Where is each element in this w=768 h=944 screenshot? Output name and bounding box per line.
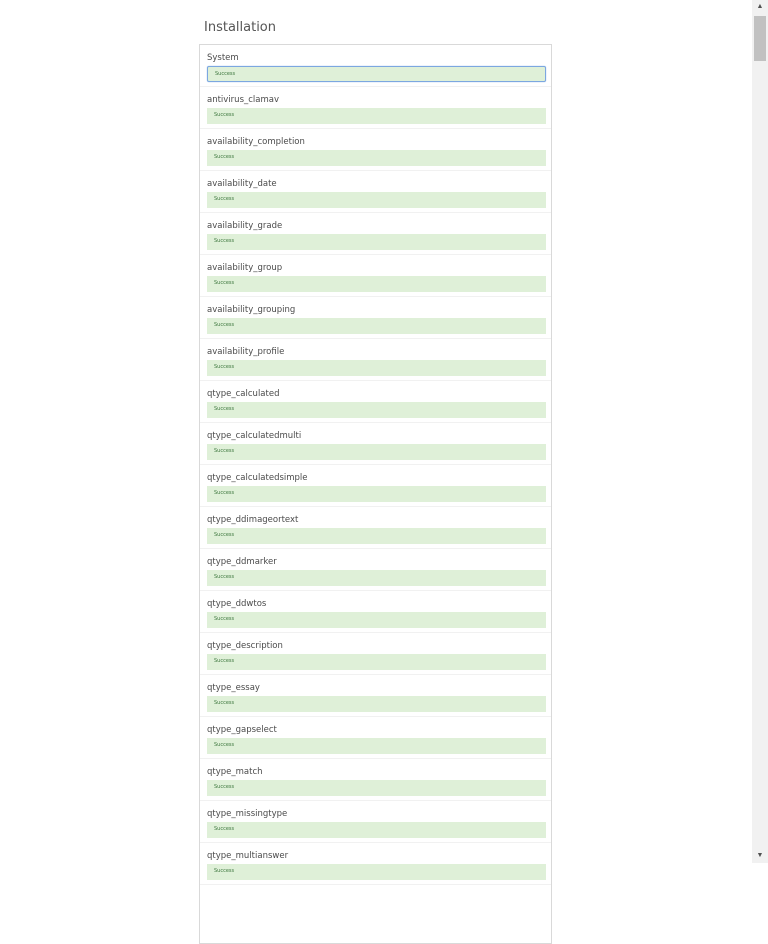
plugin-name: qtype_ddimageortext	[207, 515, 299, 525]
plugin-name: availability_group	[207, 263, 283, 273]
plugin-name: availability_date	[207, 179, 277, 189]
plugin-name: qtype_essay	[207, 683, 260, 693]
plugin-name: System	[207, 53, 239, 63]
plugin-name: qtype_calculated	[207, 389, 280, 399]
status-notification	[207, 780, 546, 796]
status-label: Success	[214, 364, 235, 370]
plugin-name: qtype_gapselect	[207, 725, 277, 735]
status-notification	[207, 528, 546, 544]
status-notification[interactable]	[207, 66, 546, 82]
status-label: Success	[214, 238, 235, 244]
plugin-row	[200, 381, 551, 423]
plugin-row	[200, 759, 551, 801]
status-notification	[207, 738, 546, 754]
status-label: Success	[214, 574, 235, 580]
status-notification	[207, 402, 546, 418]
status-notification	[207, 360, 546, 376]
status-label: Success	[214, 448, 235, 454]
status-label: Success	[214, 826, 235, 832]
status-notification	[207, 108, 546, 124]
status-notification	[207, 822, 546, 838]
status-label: Success	[214, 112, 235, 118]
plugin-name: availability_grade	[207, 221, 283, 231]
scroll-thumb[interactable]	[754, 16, 766, 61]
plugin-row	[200, 843, 551, 885]
status-label: Success	[214, 784, 235, 790]
status-notification	[207, 654, 546, 670]
vertical-scrollbar[interactable]	[752, 0, 768, 863]
status-label: Success	[214, 658, 235, 664]
plugin-row	[200, 465, 551, 507]
plugin-row	[200, 255, 551, 297]
status-notification	[207, 696, 546, 712]
plugin-list	[200, 45, 551, 885]
install-results-panel	[199, 44, 552, 944]
status-label: Success	[215, 71, 236, 77]
plugin-name: qtype_ddwtos	[207, 599, 267, 609]
plugin-name: qtype_multianswer	[207, 851, 289, 861]
status-notification	[207, 570, 546, 586]
plugin-row	[200, 549, 551, 591]
status-notification	[207, 444, 546, 460]
status-label: Success	[214, 280, 235, 286]
status-label: Success	[214, 322, 235, 328]
status-label: Success	[214, 490, 235, 496]
plugin-row	[200, 423, 551, 465]
plugin-row	[200, 339, 551, 381]
plugin-row	[200, 507, 551, 549]
plugin-row	[200, 45, 551, 87]
plugin-name: qtype_description	[207, 641, 283, 651]
status-notification	[207, 150, 546, 166]
status-label: Success	[214, 196, 235, 202]
plugin-name: qtype_calculatedsimple	[207, 473, 308, 483]
scroll-down-icon[interactable]: ▼	[756, 852, 764, 859]
status-notification	[207, 276, 546, 292]
page-title: Installation	[204, 20, 277, 35]
plugin-name: qtype_match	[207, 767, 263, 777]
plugin-name: availability_profile	[207, 347, 285, 357]
plugin-row	[200, 171, 551, 213]
plugin-row	[200, 633, 551, 675]
status-label: Success	[214, 616, 235, 622]
status-label: Success	[214, 532, 235, 538]
plugin-row	[200, 675, 551, 717]
status-notification	[207, 486, 546, 502]
status-label: Success	[214, 406, 235, 412]
plugin-row	[200, 87, 551, 129]
plugin-row	[200, 717, 551, 759]
plugin-name: availability_grouping	[207, 305, 296, 315]
status-notification	[207, 864, 546, 880]
status-notification	[207, 234, 546, 250]
plugin-name: antivirus_clamav	[207, 95, 280, 105]
status-label: Success	[214, 868, 235, 874]
status-label: Success	[214, 154, 235, 160]
plugin-row	[200, 213, 551, 255]
plugin-row	[200, 591, 551, 633]
scroll-up-icon[interactable]: ▲	[756, 3, 764, 10]
status-label: Success	[214, 742, 235, 748]
plugin-row	[200, 801, 551, 843]
status-label: Success	[214, 700, 235, 706]
status-notification	[207, 318, 546, 334]
plugin-row	[200, 297, 551, 339]
plugin-name: qtype_missingtype	[207, 809, 288, 819]
plugin-row	[200, 129, 551, 171]
status-notification	[207, 192, 546, 208]
plugin-name: qtype_calculatedmulti	[207, 431, 302, 441]
plugin-name: qtype_ddmarker	[207, 557, 277, 567]
plugin-name: availability_completion	[207, 137, 305, 147]
status-notification	[207, 612, 546, 628]
